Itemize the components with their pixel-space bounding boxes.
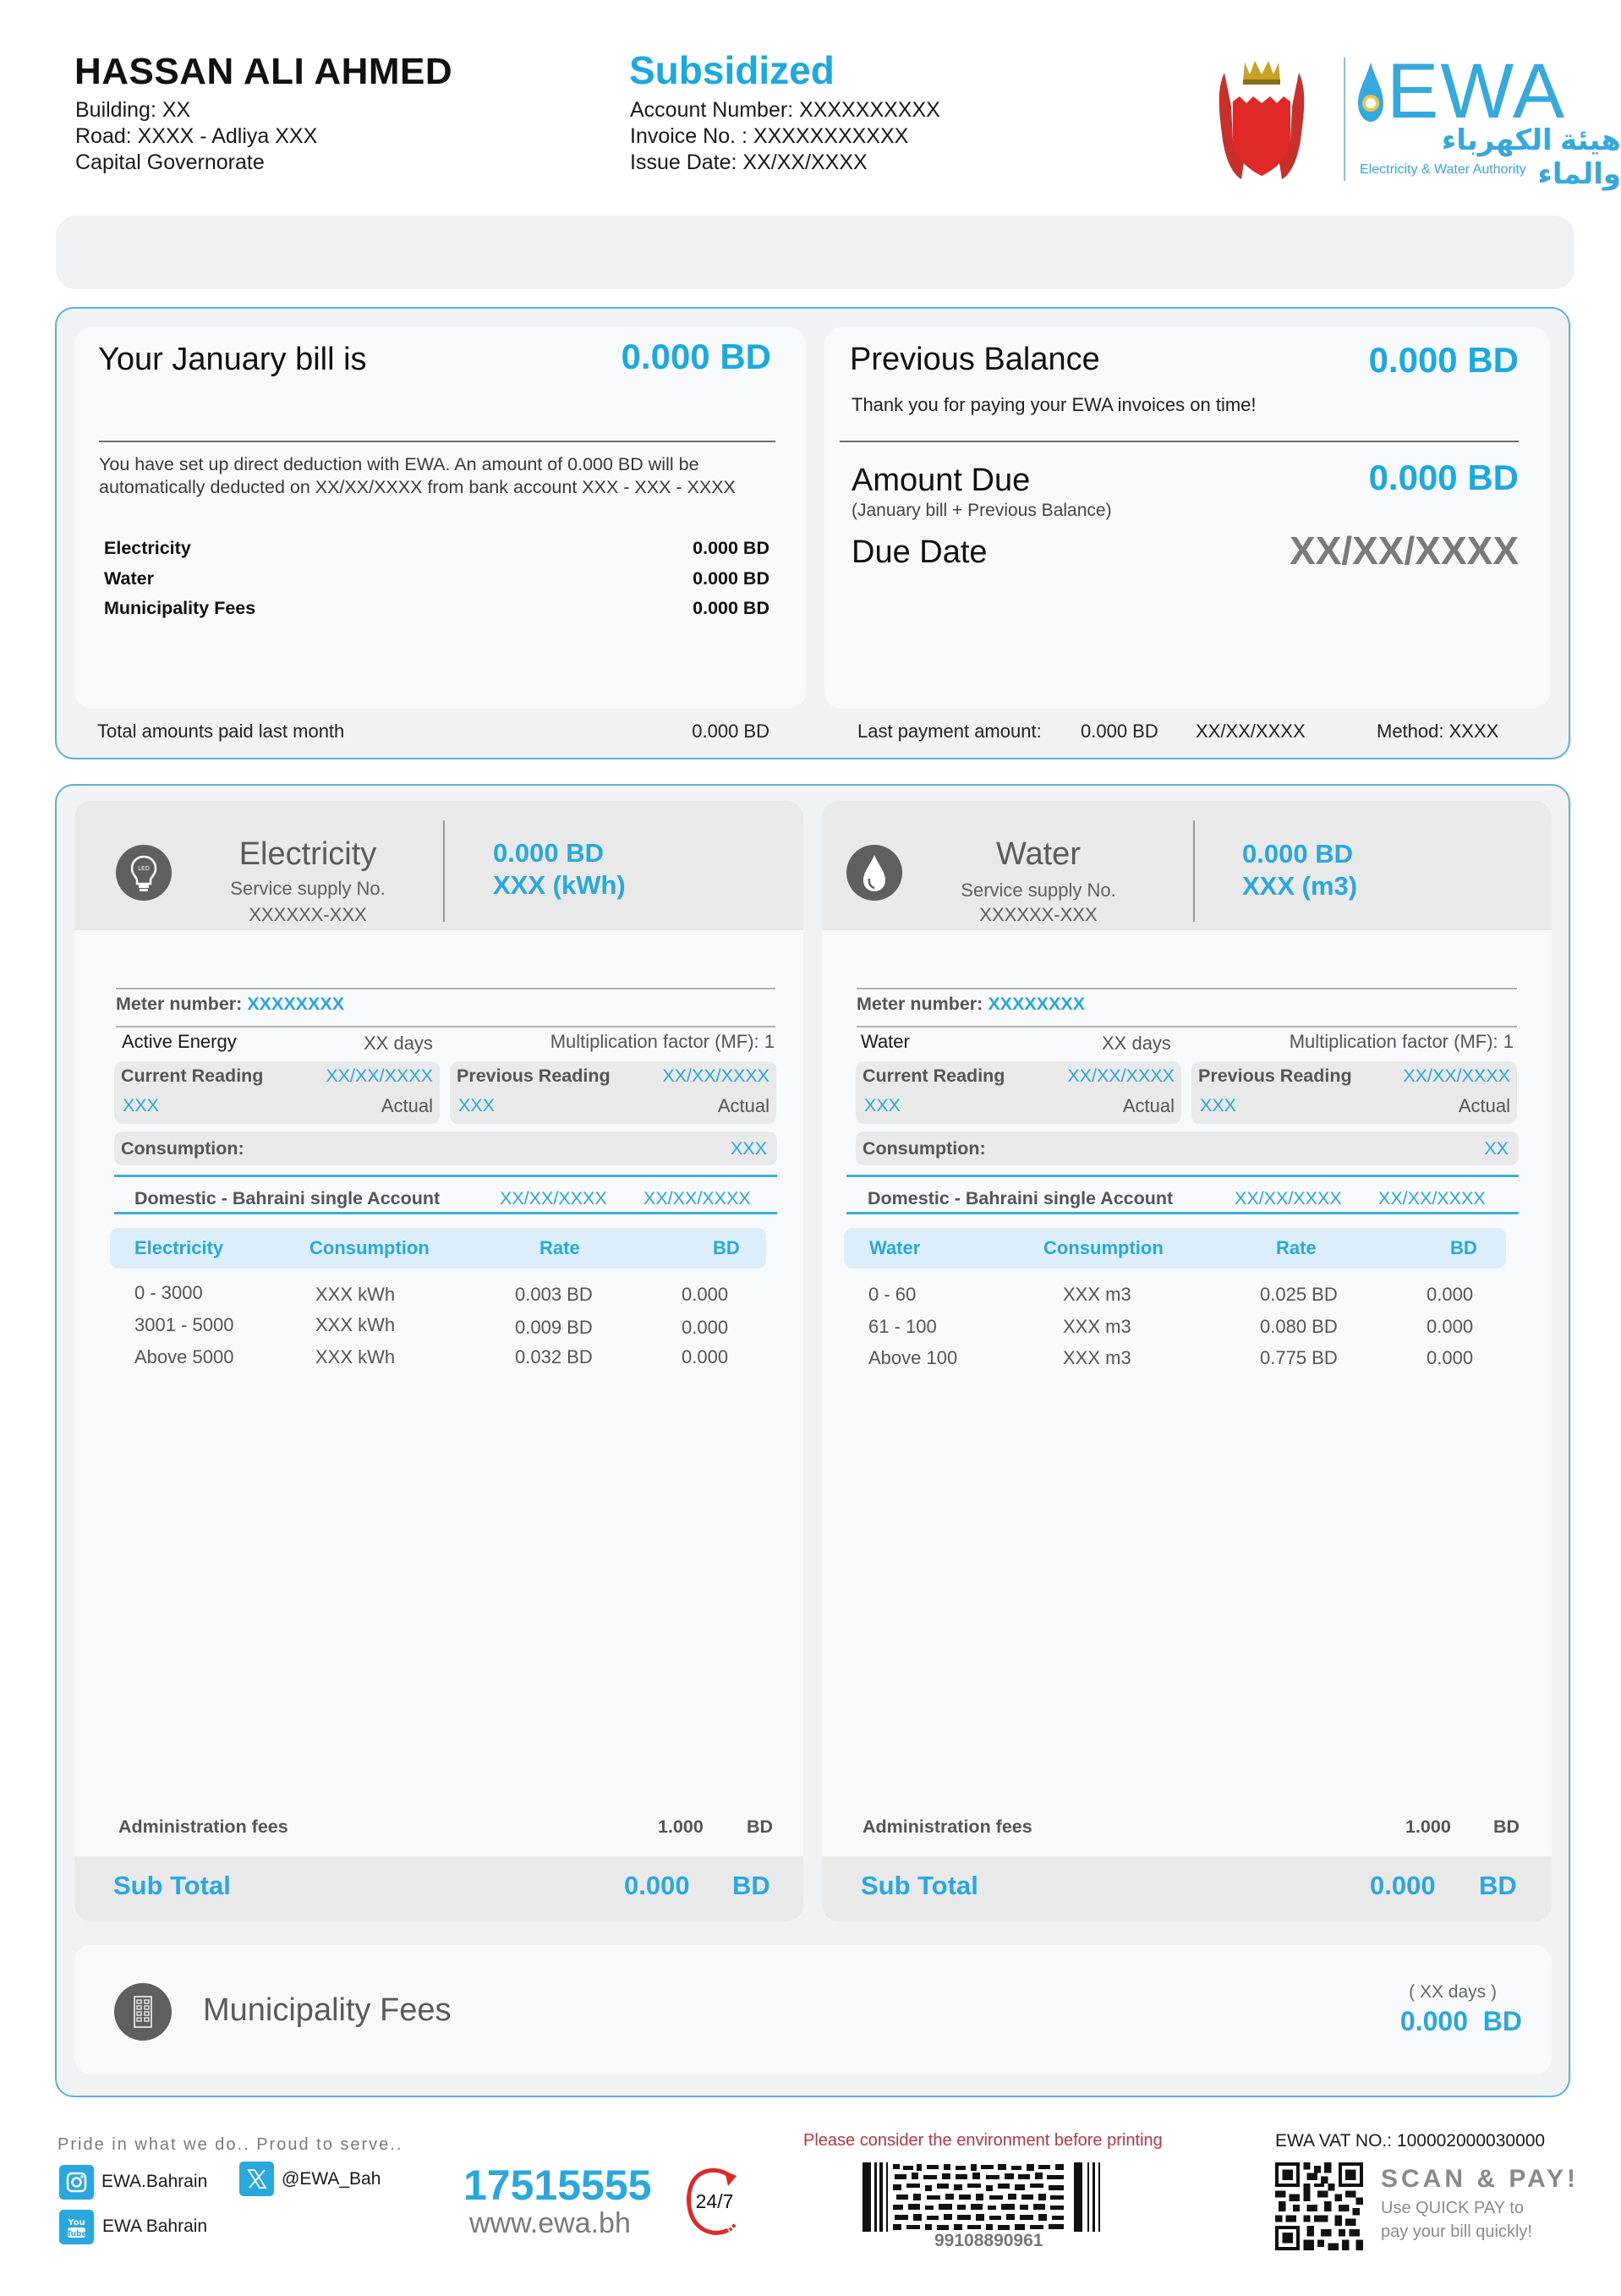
current-bill-panel [74,327,806,709]
water-drop-icon [846,845,902,901]
electricity-amount: 0.000 BD [493,838,604,868]
divider [114,1175,777,1177]
water-tariff-to: XX/XX/XXXX [1378,1188,1486,1208]
electricity-usage: XXX (kWh) [493,870,626,900]
svg-text:You: You [68,2218,85,2228]
water-table-header: Water Consumption Rate BD [844,1228,1506,1269]
electricity-admin-currency: BD [747,1817,774,1837]
lightbulb-icon [116,845,172,901]
water-title: Water [996,836,1081,872]
water-meter: Meter number: XXXXXXXX [857,994,1086,1014]
due-date-value: XX/XX/XXXX [1289,529,1519,573]
water-meter-number: XXXXXXXX [988,994,1086,1014]
amount-due-subtitle: (January bill + Previous Balance) [852,501,1112,520]
water-current-reading: Current Reading XX/XX/XXXX XXX Actual [856,1061,1181,1124]
table-cell: Above 5000 [134,1346,234,1367]
water-usage: XXX (m3) [1242,871,1358,901]
building-icon [114,1983,172,2041]
table-cell: 0.775 BD [1260,1347,1338,1368]
electricity-tariff-to: XX/XX/XXXX [643,1188,751,1208]
water-amount: 0.000 BD [1242,839,1353,869]
table-cell: XXX kWh [315,1314,396,1335]
divider [857,988,1517,989]
table-cell: 0.003 BD [515,1284,593,1305]
electricity-tariff-from: XX/XX/XXXX [500,1188,607,1208]
scan-and-pay-title: SCAN & PAY! [1381,2165,1580,2193]
water-admin-label: Administration fees [863,1817,1032,1837]
table-cell: Above 100 [868,1347,958,1368]
table-cell: 3001 - 5000 [134,1314,234,1335]
notice-bar [56,216,1574,289]
municipality-title: Municipality Fees [203,1992,452,2028]
divider [116,1026,775,1027]
ewa-logo-arabic: هيئة الكهرباء والماء [1441,124,1621,190]
scan-instructions-1: Use QUICK PAY to [1381,2199,1524,2217]
electricity-tariff: Domestic - Bahraini single Account [134,1188,441,1208]
table-cell: 0.000 [682,1346,729,1367]
youtube-link[interactable]: EWA Bahrain [102,2217,208,2236]
invoice-number: Invoice No. : XXXXXXXXXXX [630,124,909,148]
electricity-meter-number: XXXXXXXX [247,994,345,1014]
table-cell: 0 - 60 [868,1284,917,1305]
thanks-text: Thank you for paying your EWA invoices on time! [852,394,1257,415]
divider [116,988,775,989]
customer-road: Road: XXXX - Adliya XXX [75,124,318,148]
header-divider [1193,820,1195,922]
table-cell: 0.000 [1427,1347,1474,1368]
table-cell: 0 - 3000 [134,1282,203,1303]
previous-balance-amount: 0.000 BD [1368,340,1519,380]
table-cell: XXX kWh [315,1346,396,1367]
header-divider [443,820,445,922]
x-twitter-icon[interactable] [239,2162,274,2196]
website-link[interactable]: www.ewa.bh [469,2207,631,2239]
24-7-icon [679,2164,742,2238]
breakdown-water-label: Water [104,568,154,589]
divider [114,1212,777,1214]
water-previous-reading: Previous Reading XX/XX/XXXX XXX Actual [1191,1061,1517,1124]
table-cell: 61 - 100 [868,1316,937,1337]
water-tariff: Domestic - Bahraini single Account [868,1188,1174,1208]
svg-text:Tube: Tube [66,2230,87,2238]
account-number: Account Number: XXXXXXXXXX [630,98,940,122]
customer-name: HASSAN ALI AHMED [74,51,453,92]
breakdown-municipality-label: Municipality Fees [104,598,256,618]
electricity-current-reading: Current Reading XX/XX/XXXX XXX Actual [114,1061,440,1124]
bill-amount: 0.000 BD [621,337,771,376]
divider [846,1175,1519,1177]
table-cell: 0.000 [1427,1284,1474,1305]
water-supply-number: XXXXXX-XXX [979,904,1098,925]
previous-balance-title: Previous Balance [850,342,1100,377]
water-mf: Multiplication factor (MF): 1 [1289,1031,1514,1052]
tagline: Pride in what we do.. Proud to serve.. [58,2135,403,2154]
last-payment-amount: 0.000 BD [1081,721,1158,742]
instagram-link[interactable]: EWA.Bahrain [101,2172,208,2191]
last-payment-label: Last payment amount: [857,721,1042,742]
electricity-previous-reading: Previous Reading XX/XX/XXXX XXX Actual [450,1061,776,1124]
water-tariff-from: XX/XX/XXXX [1235,1188,1342,1208]
divider [846,1212,1519,1214]
vat-number: EWA VAT NO.: 100002000030000 [1275,2131,1546,2151]
issue-date: Issue Date: XX/XX/XXXX [630,151,868,174]
paid-last-month-label: Total amounts paid last month [97,721,345,742]
electricity-supply-number: XXXXXX-XXX [249,904,367,925]
due-date-title: Due Date [852,534,988,570]
water-register: Water [861,1031,910,1052]
table-cell: XXX kWh [315,1284,396,1305]
water-header [822,801,1552,930]
table-cell: 0.009 BD [515,1317,593,1338]
electricity-header [74,801,803,930]
table-cell: XXX m3 [1063,1316,1131,1337]
breakdown-municipality-value: 0.000 BD [693,598,769,618]
scan-instructions-2: pay your bill quickly! [1381,2222,1532,2241]
barcode-number: 99108890961 [934,2231,1043,2250]
ewa-drop-icon [1356,61,1385,123]
table-cell: 0.032 BD [515,1346,593,1367]
ewa-logo-english: Electricity & Water Authority [1360,162,1526,177]
barcode-icon [863,2162,1133,2232]
table-cell: 0.000 [682,1284,729,1305]
table-cell: 0.080 BD [1260,1316,1338,1337]
bill-title: Your January bill is [98,342,367,377]
breakdown-electricity-value: 0.000 BD [693,538,769,558]
electricity-title: Electricity [238,836,377,872]
electricity-mf: Multiplication factor (MF): 1 [550,1031,775,1052]
electricity-consumption: Consumption: XXX [114,1132,777,1165]
water-panel [822,801,1552,1921]
table-cell: XXX m3 [1063,1284,1131,1305]
electricity-admin-value: 1.000 [658,1817,704,1837]
electricity-subtotal: Sub Total 0.000 BD [74,1856,803,1921]
paid-last-month-value: 0.000 BD [692,721,769,742]
breakdown-water-value: 0.000 BD [693,568,769,589]
hotline-number[interactable]: 17515555 [463,2162,652,2209]
divider [99,441,775,442]
direct-deduction-text: You have set up direct deduction with EWA. An amount of 0.000 BD will be automatically deducted on XX/XX/XXXX from bank account XXX - XXX - XXXX [99,454,736,497]
water-subtotal: Sub Total 0.000 BD [822,1856,1552,1921]
water-admin-currency: BD [1493,1817,1520,1837]
table-cell: 0.000 [682,1317,729,1338]
customer-governorate: Capital Governorate [75,151,265,174]
twitter-link[interactable]: @EWA_Bah [282,2169,381,2189]
amount-due-title: Amount Due [852,463,1031,498]
amount-due-value: 0.000 BD [1368,458,1519,497]
electricity-table-header: Electricity Consumption Rate BD [110,1228,766,1269]
electricity-register: Active Energy [122,1031,237,1052]
tariff-type: Subsidized [629,48,835,92]
water-supply-label: Service supply No. [961,879,1116,901]
last-payment-date: XX/XX/XXXX [1196,721,1306,742]
electricity-supply-label: Service supply No. [230,878,386,899]
bahrain-emblem-icon [1216,56,1307,183]
breakdown-electricity-label: Electricity [104,538,191,558]
instagram-icon[interactable] [59,2165,94,2200]
customer-building: Building: XX [75,98,191,122]
environment-notice: Please consider the environment before printing [803,2131,1163,2150]
electricity-days: XX days [364,1033,433,1054]
electricity-admin-label: Administration fees [118,1817,288,1837]
water-days: XX days [1102,1033,1171,1054]
svg-text:LED: LED [138,865,150,872]
table-cell: XXX m3 [1063,1347,1131,1368]
last-payment-method: Method: XXXX [1377,721,1499,742]
municipality-amount: 0.000 BD [1399,2006,1522,2036]
divider [840,441,1519,442]
table-cell: 0.025 BD [1260,1284,1338,1305]
water-admin-value: 1.000 [1405,1817,1451,1837]
logo-divider [1344,58,1345,181]
water-consumption: Consumption: XX [856,1132,1519,1165]
municipality-days: ( XX days ) [1409,1982,1497,2002]
electricity-panel [74,801,803,1921]
svg-text:24/7: 24/7 [695,2190,734,2212]
divider [857,1026,1517,1027]
electricity-meter: Meter number: XXXXXXXX [116,994,345,1014]
ewa-logo-text: EWA [1387,48,1567,134]
youtube-icon[interactable] [59,2210,94,2244]
qr-code-icon[interactable] [1275,2162,1363,2250]
table-cell: 0.000 [1427,1316,1474,1337]
